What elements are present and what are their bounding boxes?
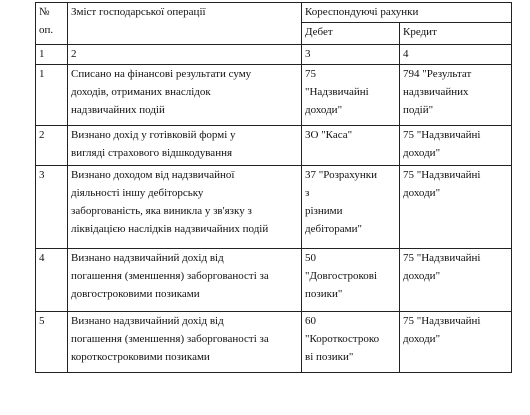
- row-credit-cell: [400, 126, 512, 166]
- header-number-abbrev: оп.: [39, 24, 54, 36]
- column-number-row: [36, 45, 512, 65]
- column-number-cell: 3: [302, 45, 400, 65]
- row-credit-cell: [400, 312, 512, 373]
- operations-table: [35, 2, 512, 373]
- row-description-text: Списано на фінансові результати суму доходів, отриманих внаслідок надзвичайних подій: [71, 68, 252, 116]
- row-debit-text: 50 "Довгострокові позики": [305, 252, 378, 300]
- row-credit-cell: [400, 65, 512, 126]
- row-debit-cell: [302, 249, 400, 312]
- row-number-cell: 4: [36, 249, 68, 312]
- row-description-text: Визнано надзвичайний дохід від погашення (зменшення) заборгованості за довгостроковими позиками: [71, 252, 269, 300]
- header-credit-label: Кредит: [403, 26, 437, 38]
- row-description-cell: [68, 249, 302, 312]
- row-description-text: Визнано надзвичайний дохід від погашення (зменшення) заборгованості за короткостроковими позиками: [71, 315, 269, 363]
- table-row: [36, 249, 512, 312]
- table-row: [36, 166, 512, 249]
- row-debit-text: 75 "Надзвичайні доходи": [305, 68, 369, 116]
- row-debit-text: 60 "Короткостроко ві позики": [305, 315, 380, 363]
- row-debit-cell: [302, 126, 400, 166]
- row-credit-text: 75 "Надзвичайні доходи": [403, 252, 481, 282]
- row-debit-cell: [302, 166, 400, 249]
- row-number-cell: 5: [36, 312, 68, 373]
- row-credit-cell: [400, 249, 512, 312]
- column-number-cell: 1: [36, 45, 68, 65]
- header-corresponding-cell: [302, 3, 512, 23]
- column-number-cell: 2: [68, 45, 302, 65]
- row-debit-cell: [302, 312, 400, 373]
- row-credit-text: 794 "Результат надзвичайних подій": [403, 68, 472, 116]
- row-description-text: Визнано доходом від надзвичайної діяльності іншу дебіторську заборгованість, яка виникла у зв'язку з ліквідацією наслідків надзвичайних подій: [71, 169, 269, 235]
- row-credit-text: 75 "Надзвичайні доходи": [403, 315, 481, 345]
- row-description-cell: [68, 65, 302, 126]
- row-credit-text: 75 "Надзвичайні доходи": [403, 129, 481, 159]
- header-row: [36, 3, 512, 23]
- header-debit-label: Дебет: [305, 26, 333, 38]
- row-credit-cell: [400, 166, 512, 249]
- table-row: [36, 65, 512, 126]
- header-number-cell: [36, 3, 68, 45]
- row-description-cell: [68, 312, 302, 373]
- header-credit-cell: [400, 23, 512, 45]
- row-credit-text: 75 "Надзвичайні доходи": [403, 169, 481, 199]
- row-description-cell: [68, 126, 302, 166]
- header-corresponding-label: Кореспондуючі рахунки: [305, 6, 419, 18]
- row-description-text: Визнано дохід у готівковій формі у вигляді страхового відшкодування: [71, 129, 236, 159]
- row-debit-cell: [302, 65, 400, 126]
- column-number-cell: 4: [400, 45, 512, 65]
- row-number-cell: 3: [36, 166, 68, 249]
- header-number-symbol: №: [39, 6, 50, 18]
- row-debit-text: 37 "Розрахунки з різними дебіторами": [305, 169, 378, 235]
- header-debit-cell: [302, 23, 400, 45]
- header-description-cell: [68, 3, 302, 45]
- row-debit-text: 3О "Каса": [305, 129, 353, 141]
- header-description-label: Зміст господарської операції: [71, 6, 206, 18]
- table-row: [36, 126, 512, 166]
- row-description-cell: [68, 166, 302, 249]
- table-row: [36, 312, 512, 373]
- row-number-cell: 2: [36, 126, 68, 166]
- row-number-cell: 1: [36, 65, 68, 126]
